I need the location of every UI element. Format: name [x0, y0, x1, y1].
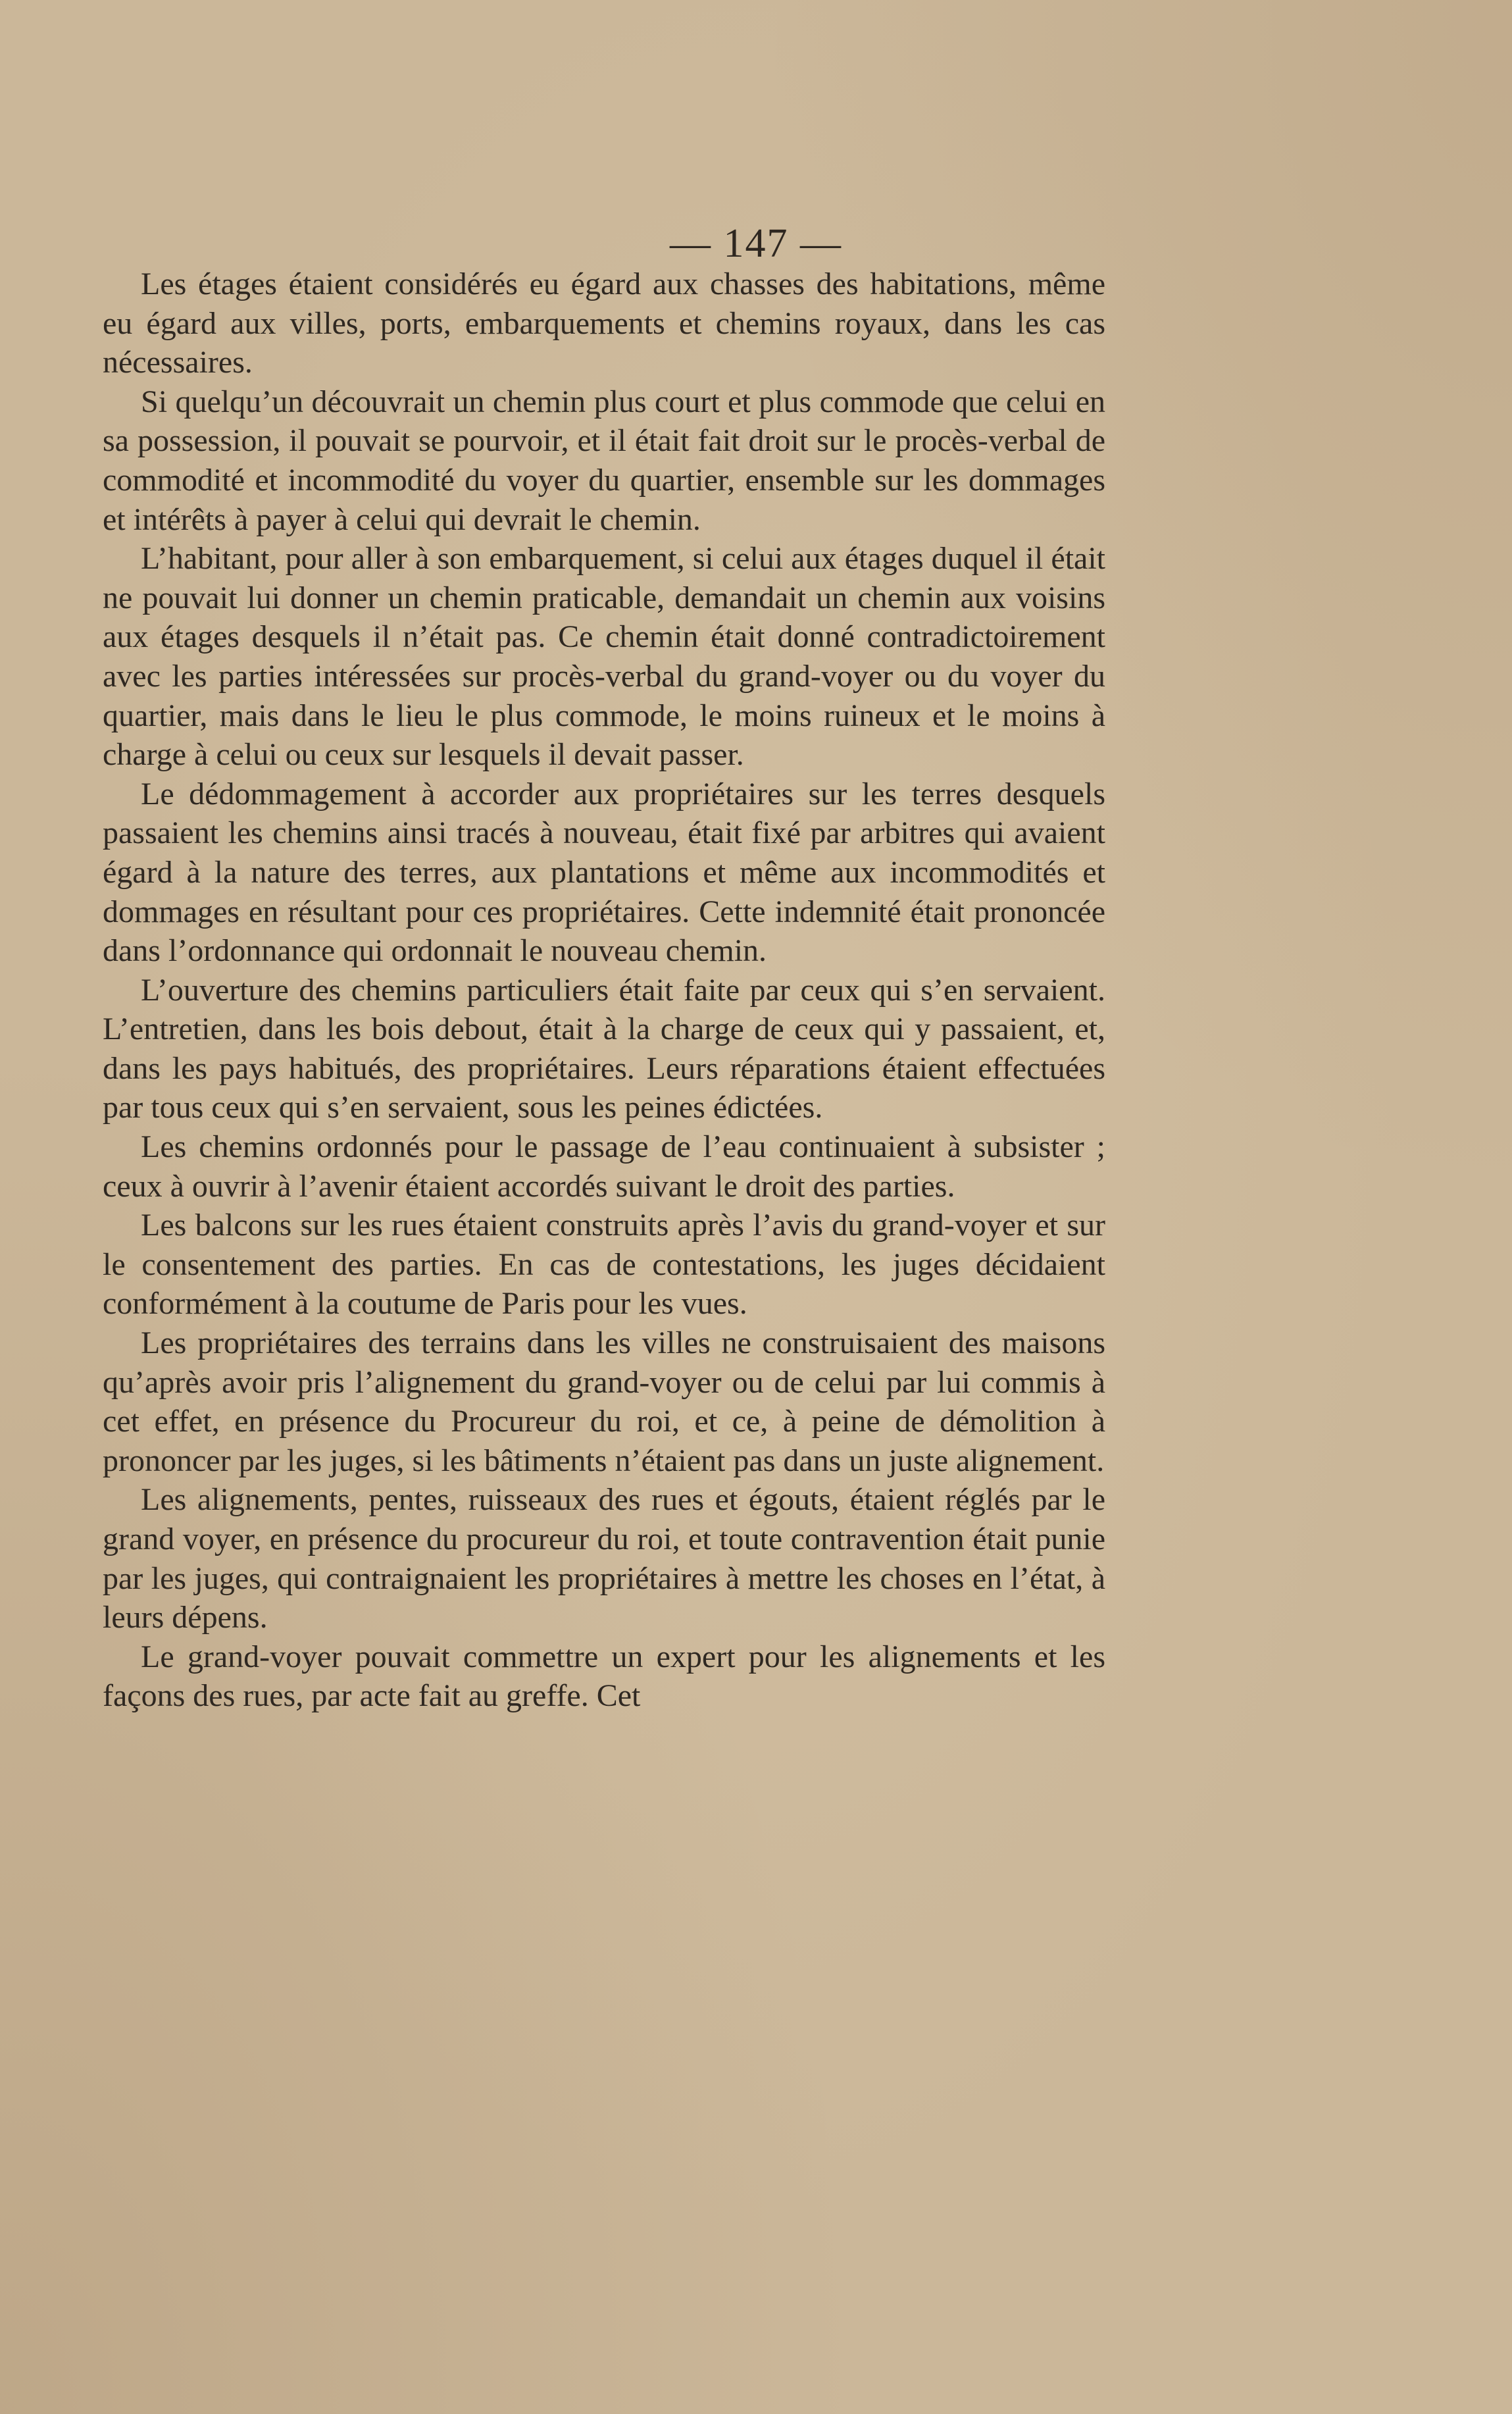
- paragraph: L’habitant, pour aller à son embarquement, si celui aux étages duquel il était ne pouvait lui donner un chemin praticable, demandait un chemin aux voisins aux étages desquels il n’était pas. Ce chemin était donné contradictoirement avec les parties intéressées sur procès-verbal du grand-voyer ou du voyer du quartier, mais dans le lieu le plus commode, le moins ruineux et le moins à charge à celui ou ceux sur lesquels il devait passer.: [103, 541, 1105, 773]
- paragraph: Les propriétaires des terrains dans les villes ne construisaient des maisons qu’après avoir pris l’alignement du grand-voyer ou de celui par lui commis à cet effet, en présence du Procureur du roi, et ce, à peine de démolition à prononcer par les juges, si les bâtiments n’étaient pas dans un juste alignement.: [103, 1325, 1105, 1478]
- page-number: — 147 —: [670, 221, 842, 266]
- paragraph: Les chemins ordonnés pour le passage de l’eau continuaient à subsister ; ceux à ouvrir à l’avenir étaient accordés suivant le droit des parties.: [103, 1129, 1105, 1204]
- paragraph: L’ouverture des chemins particuliers était faite par ceux qui s’en servaient. L’entretien, dans les bois debout, était à la charge de ceux qui y passaient, et, dans les pays habitués, des propriétaires. Leurs réparations étaient effectuées par tous ceux qui s’en servaient, sous les peines édictées.: [103, 972, 1105, 1125]
- paragraph: Le dédommagement à accorder aux propriétaires sur les terres desquels passaient les chemins ainsi tracés à nouveau, était fixé par arbitres qui avaient égard à la nature des terres, aux plantations et même aux incommodités et dommages en résultant pour ces propriétaires. Cette indemnité était prononcée dans l’ordonnance qui ordonnait le nouveau chemin.: [103, 776, 1105, 969]
- paragraph: Les alignements, pentes, ruisseaux des rues et égouts, étaient réglés par le grand voyer, en présence du procureur du roi, et toute contravention était punie par les juges, qui contraignaient les propriétaires à mettre les choses en l’état, à leurs dépens.: [103, 1482, 1105, 1635]
- body-text: [103, 265, 1105, 1716]
- paragraph: Les étages étaient considérés eu égard aux chasses des habitations, même eu égard aux villes, ports, embarquements et chemins royaux, dans les cas nécessaires.: [103, 267, 1105, 380]
- paragraph: Les balcons sur les rues étaient construits après l’avis du grand-voyer et sur le consentement des parties. En cas de contestations, les juges décidaient conformément à la coutume de Paris pour les vues.: [103, 1208, 1105, 1322]
- paragraph: Le grand-voyer pouvait commettre un expert pour les alignements et les façons des rues, par acte fait au greffe. Cet: [103, 1639, 1105, 1714]
- paragraph: Si quelqu’un découvrait un chemin plus court et plus commode que celui en sa possession, il pouvait se pourvoir, et il était fait droit sur le procès-verbal de commodité et incommodité du voyer du quartier, ensemble sur les dommages et intérêts à payer à celui qui devrait le chemin.: [103, 384, 1105, 537]
